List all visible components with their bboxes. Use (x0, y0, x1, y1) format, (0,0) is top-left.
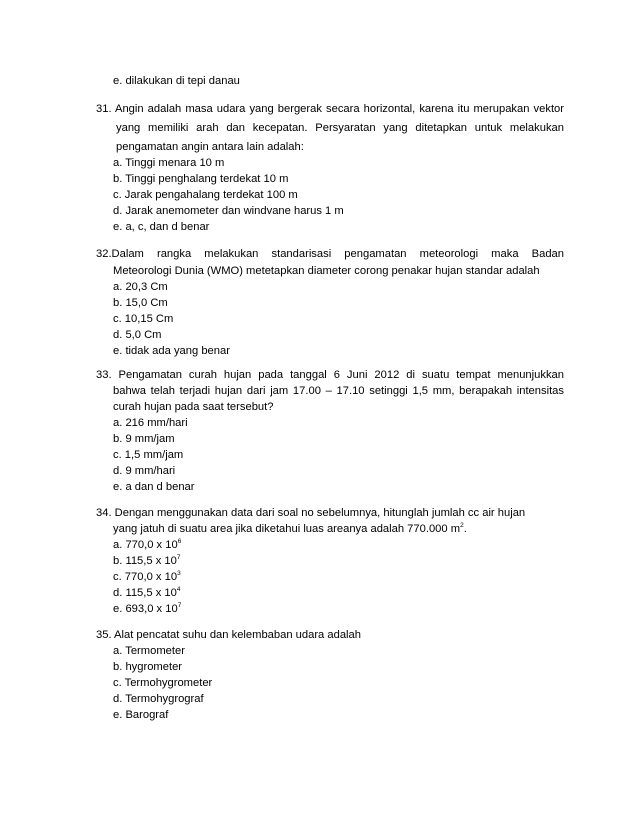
question-text: yang jatuh di suatu area jika diketahui luas areanya adalah 770.000 m (113, 523, 461, 535)
option-base: e. 693,0 x 10 (113, 603, 178, 615)
option-base: b. 115,5 x 10 (113, 555, 177, 567)
answer-option: d. Jarak anemometer dan windvane harus 1 m (113, 205, 344, 217)
question-text-line: curah hujan pada saat tersebut? (113, 401, 274, 413)
option-base: d. 115,5 x 10 (113, 587, 177, 599)
punctuation: . (463, 523, 467, 535)
answer-option: a. Tinggi menara 10 m (113, 157, 225, 169)
question-text-line: pengamatan angin antara lain adalah: (116, 141, 304, 153)
answer-option: e. a, c, dan d benar (113, 221, 210, 233)
question-text-line: Meteorologi Dunia (WMO) metetapkan diameter corong penakar hujan standar adalah (113, 265, 540, 277)
question-text-line: 33. Pengamatan curah hujan pada tanggal 6 Juni 2012 di suatu tempat menunjukkan (96, 369, 564, 381)
answer-option (113, 602, 181, 617)
question-text-line: 31. Angin adalah masa udara yang bergerak secara horizontal, karena itu merupakan vektor (96, 103, 564, 115)
answer-option: a. Termometer (113, 645, 185, 657)
previous-option-e: e. dilakukan di tepi danau (113, 75, 240, 87)
answer-option (113, 586, 180, 601)
answer-option: b. Tinggi penghalang terdekat 10 m (113, 173, 289, 185)
question-text-line: yang memiliki arah dan kecepatan. Persyaratan yang ditetapkan untuk melakukan (116, 122, 564, 134)
exponent: 4 (176, 586, 181, 593)
answer-option (113, 570, 181, 585)
answer-option: c. 1,5 mm/jam (113, 449, 184, 461)
answer-option: d. 5,0 Cm (113, 329, 162, 341)
question-text-line: 32.Dalam rangka melakukan standarisasi pengamatan meteorologi maka Badan (96, 248, 564, 260)
answer-option: c. Termohygrometer (113, 677, 213, 689)
question-text-line (113, 522, 467, 537)
question-text-line: bahwa telah terjadi hujan dari jam 17.00 – 17.10 setinggi 1,5 mm, berapakah intensitas (113, 385, 564, 397)
question-text-line: 34. Dengan menggunakan data dari soal no sebelumnya, hitunglah jumlah cc air hujan (96, 507, 526, 519)
answer-option: e. Barograf (113, 709, 169, 721)
option-base: c. 770,0 x 10 (113, 571, 178, 583)
superscript: 2 (460, 522, 464, 529)
answer-option: c. 10,15 Cm (113, 313, 174, 325)
question-text-line: 35. Alat pencatat suhu dan kelembaban udara adalah (96, 629, 361, 641)
exponent: 3 (177, 570, 181, 577)
answer-option (113, 538, 181, 553)
answer-option: a. 20,3 Cm (113, 281, 168, 293)
answer-option: e. a dan d benar (113, 481, 195, 493)
answer-option: d. Termohygrograf (113, 693, 204, 705)
option-base: a. 770,0 x 10 (113, 539, 178, 551)
answer-option: b. 15,0 Cm (113, 297, 168, 309)
answer-option: b. 9 mm/jam (113, 433, 175, 445)
answer-option: c. Jarak pengahalang terdekat 100 m (113, 189, 298, 201)
answer-option: a. 216 mm/hari (113, 417, 188, 429)
exponent: 7 (176, 554, 181, 561)
answer-option: e. tidak ada yang benar (113, 345, 230, 357)
answer-option (113, 554, 180, 569)
answer-option: d. 9 mm/hari (113, 465, 176, 477)
exponent: 7 (177, 602, 182, 609)
exponent: 6 (177, 538, 182, 545)
answer-option: b. hygrometer (113, 661, 183, 673)
